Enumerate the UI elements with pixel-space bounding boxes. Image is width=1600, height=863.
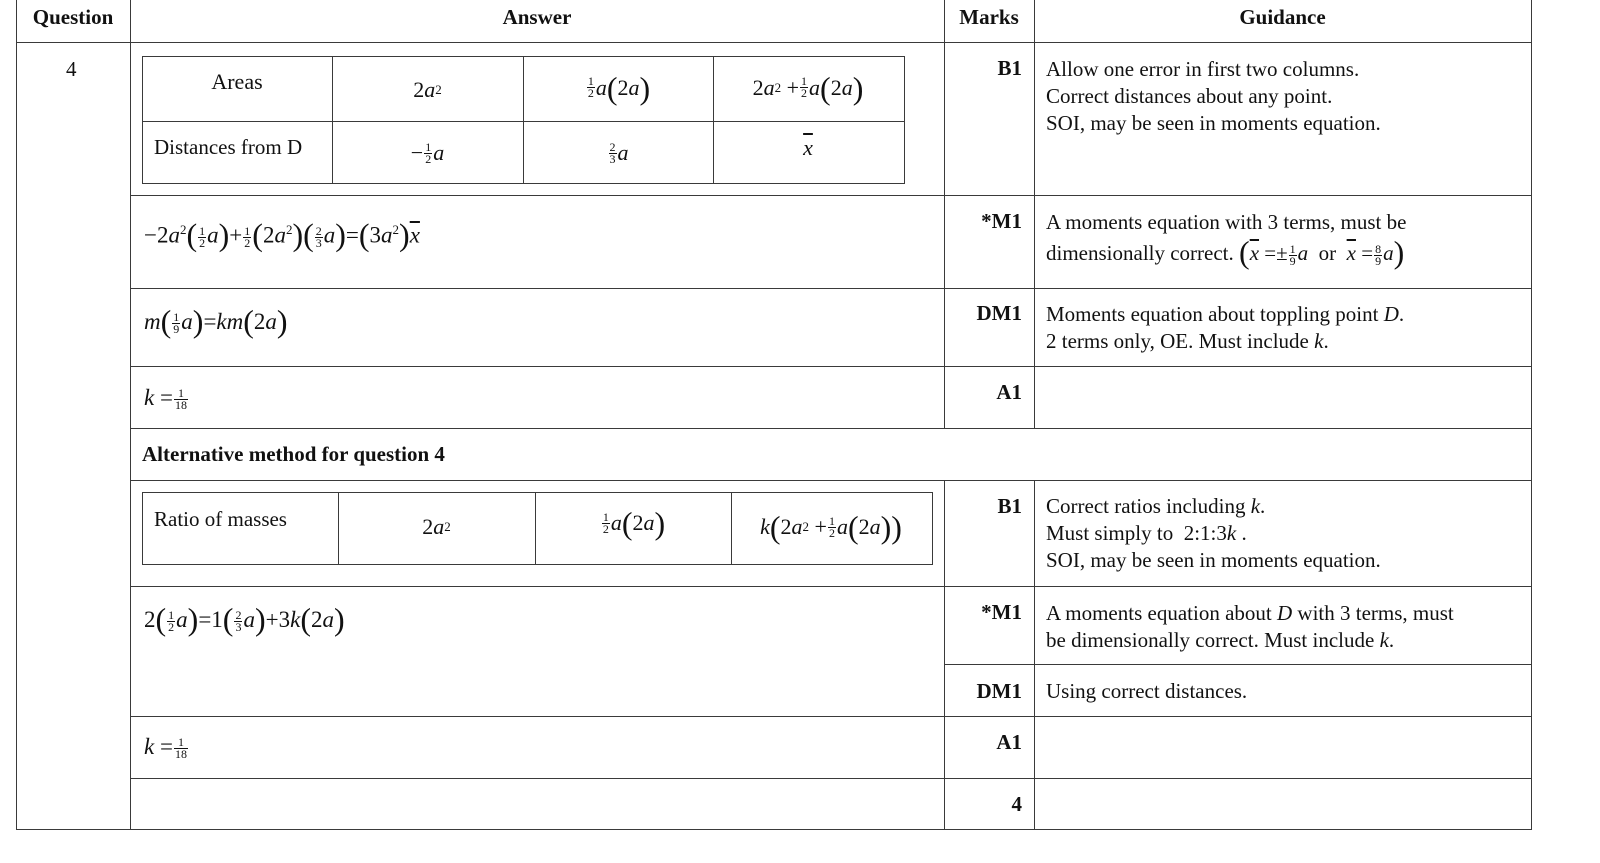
guidance-line: Must simply to 2:1:3k . [1046,521,1247,545]
grid-line [130,716,1532,717]
alt-moments-equation: 2( $\frac{1}{2}$ a)=1( $\frac{2}{3}$ a)+3k(2a) [144,601,345,637]
ratio-triangle: 1 2 a ( 2 a ) [602,505,666,541]
mark-b1-alt: B1 [997,494,1022,518]
guidance-line: SOI, may be seen in moments equation. [1046,111,1381,135]
header-answer: Answer [502,5,572,29]
area-triangle: 1 2 a ( 2 a ) [587,69,651,106]
question-number: 4 [66,57,77,81]
guidance-line: Correct ratios including k. [1046,494,1266,518]
grid-line [16,0,17,830]
guidance-line: SOI, may be seen in moments equation. [1046,548,1381,572]
grid-line [944,664,1532,665]
mark-m1: *M1 [981,209,1022,233]
guidance-b1-alt [1046,493,1381,574]
grid-line [130,480,1532,481]
grid-line [1531,0,1532,830]
moments-equation: $-2a^2$( $\frac{1}{2}$ a)+ $\frac{1}{2}$ $(2a^2)$( $\frac{2}{3}$ $a)=(3a^2)\overline{x}$ [144,216,420,253]
ratio-square: 2 a 2 [422,514,451,539]
guidance-dm1-alt [1046,678,1247,705]
distances-label: Distances from D [154,134,303,159]
toppling-equation: m( $\frac{1}{9}$ a)=km(2a) [144,303,288,339]
grid-line [130,428,1532,429]
grid-line [130,778,1532,779]
header-marks: Marks [959,5,1019,29]
distance-xbar: $\overline{x}$ [803,135,813,160]
grid-line [16,829,1532,830]
mark-dm1: DM1 [976,301,1022,325]
grid-line [130,288,1532,289]
guidance-m1-alt [1046,600,1454,654]
guidance-line: A moments equation about D with 3 terms, must [1046,601,1454,625]
header-question: Question [32,5,114,29]
header-guidance: Guidance [1239,5,1326,29]
area-square: 2 a 2 [413,76,442,102]
result-alt: k = $\frac{1}{18}$ [144,734,187,762]
guidance-m1 [1046,209,1407,270]
grid-line [130,586,1532,587]
alternative-heading: Alternative method for question 4 [142,442,445,466]
result-main: k = $\frac{1}{18}$ [144,385,187,413]
guidance-line: Correct distances about any point. [1046,84,1333,108]
distance-square: − 1 2 a [410,139,445,166]
grid-line [16,42,1532,43]
guidance-line: dimensionally correct. ($\overline{x}$ =± $\frac{1}{9}$ a or $\overline{x}$ = $\frac{8}{9}$ a) [1046,234,1405,270]
guidance-line: A moments equation with 3 terms, must be [1046,210,1407,234]
ratio-label: Ratio of masses [154,506,287,531]
ratio-total: k ( 2 a 2 + 1 2 a ( 2 a ) ) [760,509,902,545]
guidance-dm1 [1046,301,1404,355]
guidance-line: Allow one error in first two columns. [1046,57,1360,81]
guidance-line: Moments equation about toppling point D. [1046,302,1405,326]
guidance-line: Using correct distances. [1046,679,1248,703]
mark-dm1-alt: DM1 [976,679,1022,703]
grid-line [130,195,1532,196]
mark-b1: B1 [997,56,1022,80]
mark-m1-alt: *M1 [981,600,1022,624]
area-total: 2 a 2 + 1 2 a ( 2 a ) [752,69,864,106]
guidance-b1 [1046,56,1381,137]
guidance-line: be dimensionally correct. Must include k. [1046,628,1395,652]
guidance-line: 2 terms only, OE. Must include k. [1046,329,1329,353]
distance-triangle: 2 3 a [609,139,629,166]
areas-label: Areas [211,69,263,94]
mark-a1-alt: A1 [996,730,1022,754]
mark-a1: A1 [996,380,1022,404]
grid-line [130,0,131,830]
grid-line [130,366,1532,367]
mark-total: 4 [1011,792,1022,816]
grid-line [1034,0,1035,428]
